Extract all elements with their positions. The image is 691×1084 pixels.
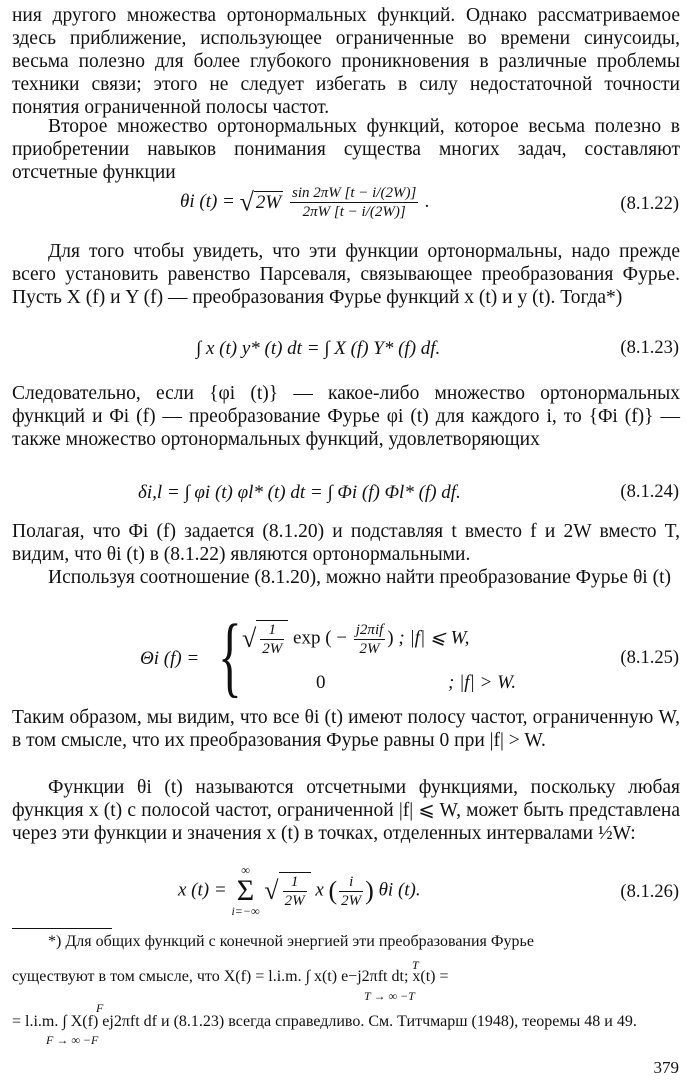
eq25-condition-1: ; |f| ⩽ W,	[398, 627, 470, 649]
sqrt-icon: √	[239, 187, 254, 217]
eq26-lhs: x (t) =	[178, 879, 227, 901]
eq22-number: (8.1.22)	[620, 194, 679, 214]
footnote-limits-1: T → ∞ −T	[364, 989, 415, 1003]
eq22-fraction	[290, 184, 418, 221]
eq22-radicand: 2W	[255, 192, 282, 213]
footnote-line-1: *) Для общих функций с конечной энергией эти преобразования Фурье	[48, 933, 534, 950]
eq25-zero: 0	[316, 672, 326, 693]
paragraph-2: Второе множество ортонормальных функций, которое весьма полезно в приобретении навыков понимания существа многих задач, составляют отсчетные функции	[12, 116, 680, 183]
equation-8-1-22	[0, 180, 691, 230]
paragraph-5: Полагая, что Φi (f) задается (8.1.20) и подставляя t вместо f и 2W вместо T, видим, что θi (t) в (8.1.22) являются ортонормальными.	[12, 521, 680, 565]
footnote-line-2: существуют в том смысле, что X(f) = l.i.m. ∫ x(t) e−j2πft dt; x(t) =	[12, 968, 449, 985]
paragraph-7: Таким образом, мы видим, что все θi (t) имеют полосу частот, ограниченную W, в том смысле, что их преобразования Фурье равны 0 при |f| > W.	[12, 707, 680, 751]
eq22-tail: .	[425, 190, 430, 212]
paragraph-3: Для того чтобы увидеть, что эти функции ортонормальны, надо прежде всего установить равенство Парсеваля, связывающее преобразования Фурье. Пусть X (f) и Y (f) — преобразования Фурье функций x (t) и y (t). Тогда*)	[12, 241, 680, 308]
equation-8-1-23	[0, 338, 691, 370]
eq25-fraction-1: $\frac{1}{2W}$	[262, 622, 283, 657]
eq25-lhs: Θi (f) =	[140, 648, 200, 669]
footnote-upper-limit-2: F	[96, 1001, 104, 1015]
eq23-body: ∫ x (t) y* (t) dt = ∫ X (f) Y* (f) df.	[196, 338, 441, 359]
left-brace-icon: {	[218, 607, 242, 706]
eq24-body: δi,l = ∫ φi (t) φl* (t) dt = ∫ Φi (f) Φl* (f) df.	[138, 482, 461, 503]
eq25-exp: exp	[293, 627, 321, 649]
equation-8-1-24	[0, 482, 691, 514]
eq25-fraction-2: $\frac{\text{j2πif}}{2W}$	[355, 621, 384, 657]
footnote-upper-limit-1: T	[412, 958, 419, 972]
eq26-tail: θi (t).	[378, 879, 421, 901]
paragraph-1: ния другого множества ортонормальных функций. Однако рассматриваемое здесь приближение, использующее ограниченные во времени синусоиды, весьма полезно для более глубокого проникновения в различные проблемы техники связи; этого не следует избегать в силу недостаточной точности понятия ограниченной полосы частот.	[12, 5, 680, 118]
paragraph-4: Следовательно, если {φi (t)} — какое-либо множество ортонормальных функций и Φi (f) — преобразование Фурье φi (t) для каждого i, то {Φi (f)} — также множество ортонормальных функций, удовлетворяющих	[12, 383, 680, 450]
eq23-number: (8.1.23)	[620, 338, 679, 358]
equation-8-1-26: x (t) = ∞ Σ i=−∞ √ $\frac{1}{2W}$ x ( $\frac{i}{2W}$ ) θi (t). (8.1.26)	[178, 863, 679, 918]
eq26-fraction-2: $\frac{i}{2W}$	[341, 873, 362, 909]
eq24-number: (8.1.24)	[620, 482, 679, 502]
page-number: 379	[653, 1058, 679, 1077]
paragraph-8: Функции θi (t) называются отсчетными функциями, поскольку любая функция x (t) с полосой частот, ограниченной |f| ⩽ W, может быть представлена через эти функции и значения x (t) в точках, отделенных интервалами ½W:	[12, 777, 680, 844]
eq26-fraction-1: $\frac{1}{2W}$	[284, 874, 305, 909]
sqrt-icon: √	[242, 624, 257, 653]
eq25-number: (8.1.25)	[620, 648, 679, 668]
eq26-number: (8.1.26)	[620, 882, 679, 902]
eq22-denominator: 2πW [t − i/(2W)]	[302, 204, 406, 220]
footnote-rule	[12, 928, 112, 929]
eq25-condition-2: ; |f| > W.	[448, 672, 516, 693]
footnote-line-3: = l.i.m. ∫ X(f) ej2πft df и (8.1.23) всегда справедливо. См. Титчмарш (1948), теоремы 48 и 49.	[12, 1013, 637, 1030]
sqrt-icon: √	[264, 876, 279, 905]
eq22-lhs: θi (t) =	[180, 190, 235, 212]
sum-icon: ∞ Σ i=−∞	[231, 863, 260, 918]
eq22-numerator: sin 2πW [t − i/(2W)]	[291, 185, 417, 201]
footnote-limits-2: F → ∞ −F	[46, 1033, 99, 1047]
equation-8-1-25: Θi (f) = { √ $\frac{1}{2W}$ exp ( − $\frac{\text{j2πif}}{2W}$ ) ; |f| ⩽ W, 0 ; |f| > W. (8.1.25)	[140, 607, 679, 706]
paragraph-6: Используя соотношение (8.1.20), можно найти преобразование Фурье θi (t)	[48, 567, 671, 588]
